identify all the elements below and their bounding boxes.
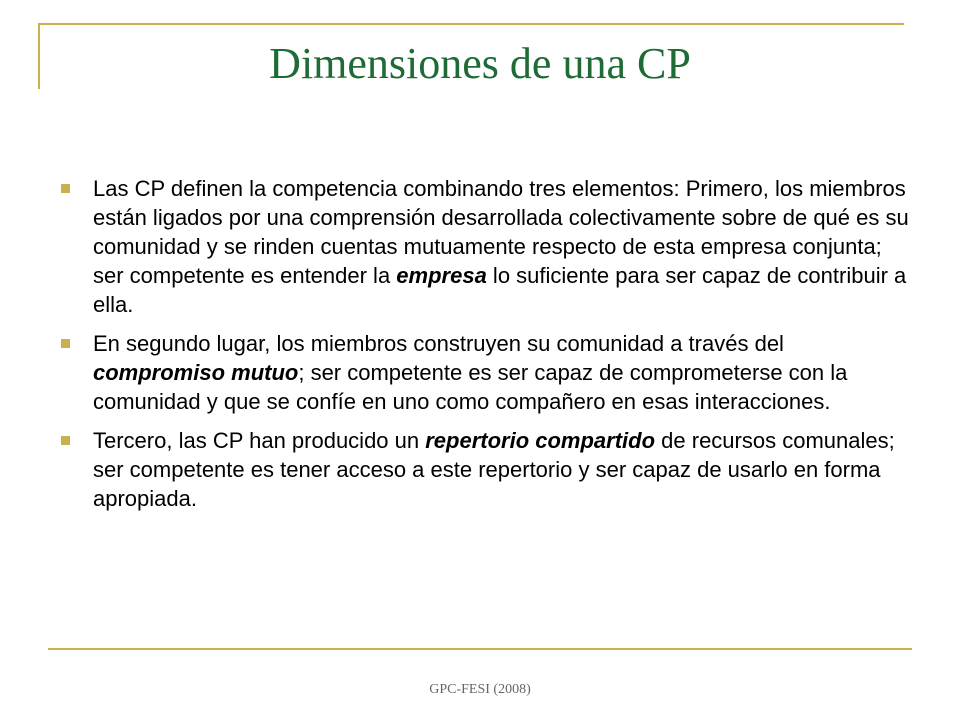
top-rule: [38, 23, 904, 25]
bullet-list: [60, 174, 910, 523]
slide-title: Dimensiones de una CP: [269, 39, 691, 88]
bullet-text: ; ser competente es ser capaz de comprometerse con la comunidad y que se confíe en uno como compañero en esas interacciones.: [93, 360, 848, 414]
bullet-text: de recursos comunales; ser competente es tener acceso a este repertorio y ser capaz de usarlo en forma apropiada.: [93, 428, 895, 511]
bullet-text: Las CP definen la competencia combinando tres elementos: Primero, los miembros están ligados por una comprensión desarrollada colectivamente sobre de qué es su comunidad y se rinden cuentas mutuamente respecto de esta empresa conjunta; ser competente es entender la: [93, 176, 909, 288]
bullet-item-2: [60, 329, 910, 416]
bullet-emphasis: compromiso mutuo: [93, 360, 299, 385]
bullet-text: Tercero, las CP han producido un: [93, 428, 426, 453]
bullet-item-1: [60, 174, 910, 319]
square-bullet-icon: [61, 184, 70, 193]
bullet-emphasis: empresa: [396, 263, 487, 288]
bullet-text: lo suficiente para ser capaz de contribuir a ella.: [93, 263, 907, 317]
bullet-item-3: [60, 426, 910, 513]
bullet-text: En segundo lugar, los miembros construyen su comunidad a través del: [93, 331, 784, 356]
slide-footer: GPC-FESI (2008): [429, 682, 531, 697]
square-bullet-icon: [61, 339, 70, 348]
bottom-rule: [48, 648, 912, 650]
square-bullet-icon: [61, 436, 70, 445]
bullet-emphasis: repertorio compartido: [425, 428, 656, 453]
